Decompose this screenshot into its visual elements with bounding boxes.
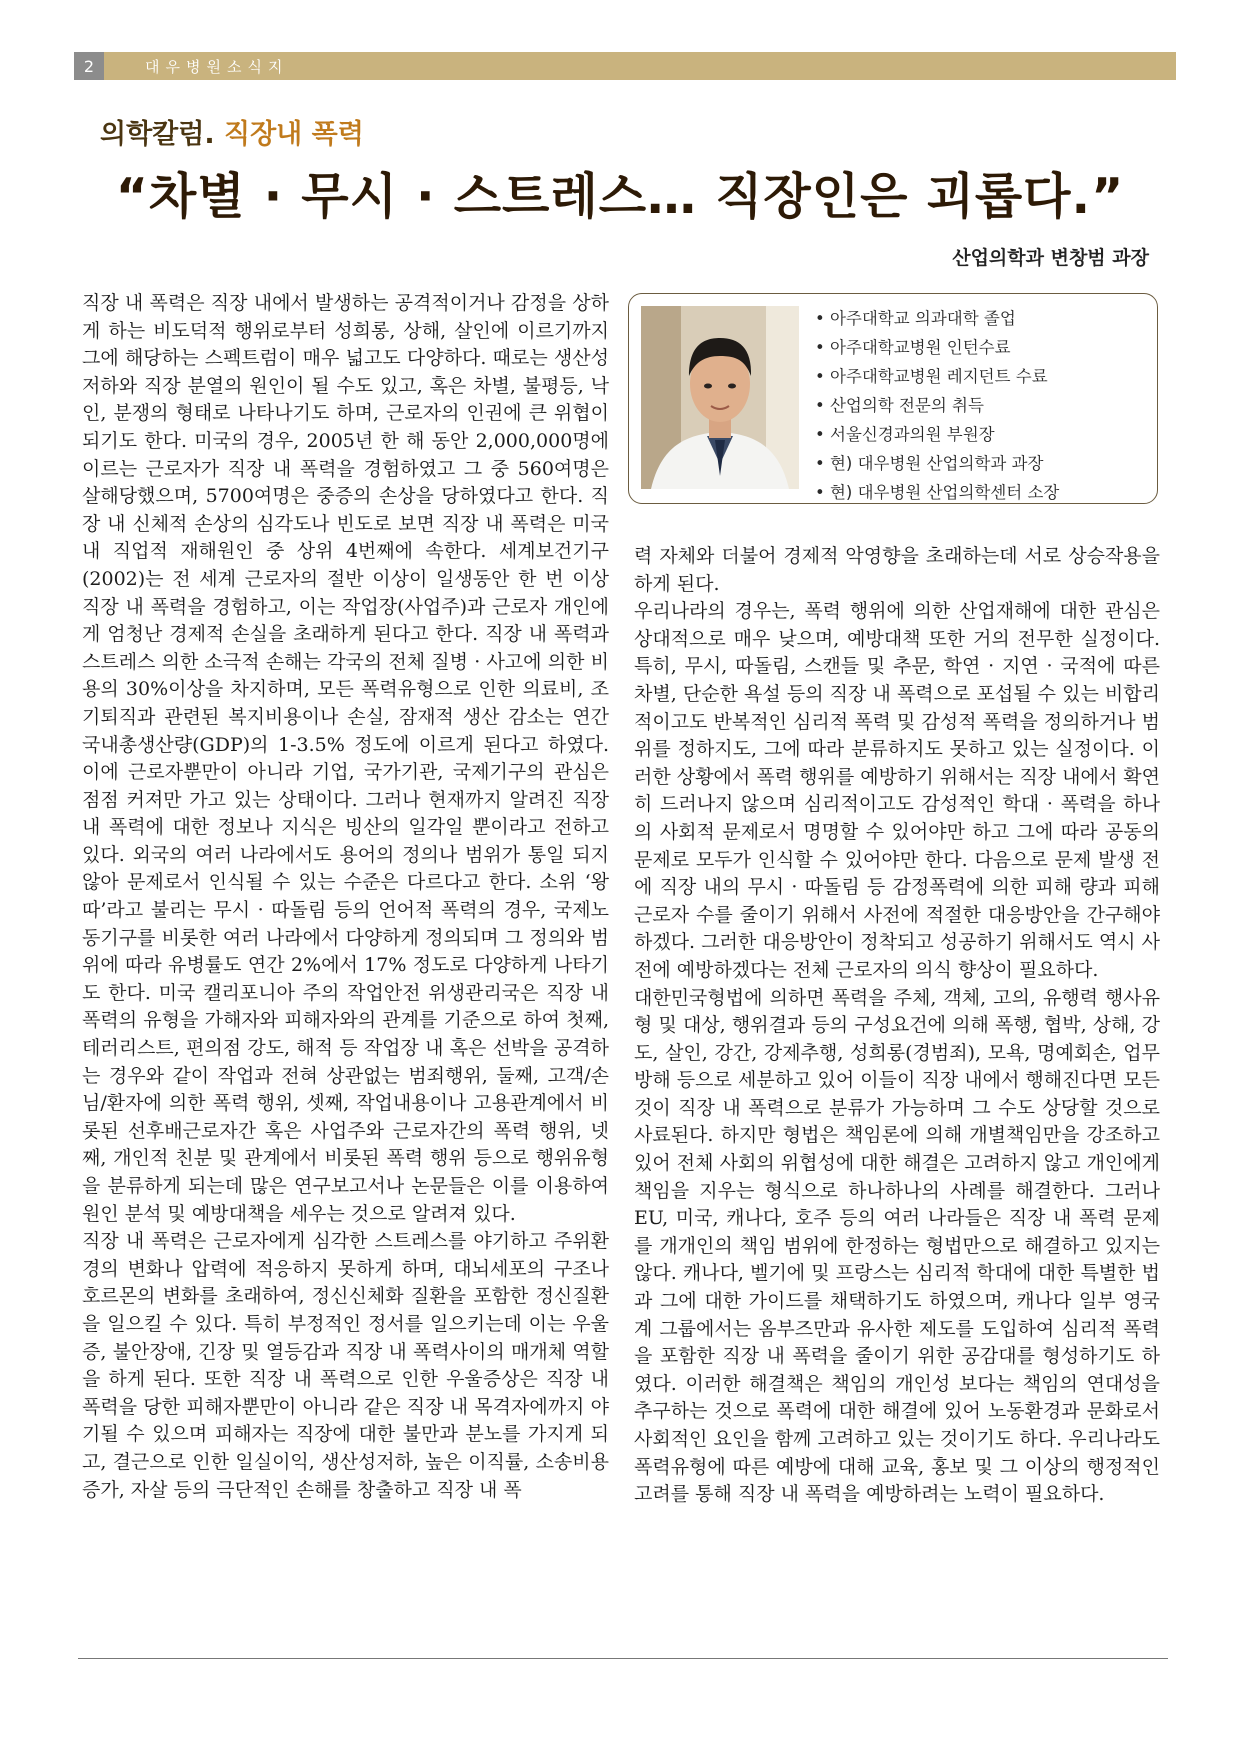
article-right-column xyxy=(634,543,1160,1509)
bottom-divider xyxy=(78,1658,1168,1659)
page-number: 2 xyxy=(74,52,104,80)
headline: “차별 · 무시 · 스트레스… 직장인은 괴롭다.” xyxy=(115,168,1125,225)
bio-item: • 현) 대우병원 산업의학과 과장 xyxy=(815,449,1059,478)
author-photo xyxy=(641,306,799,489)
newsletter-name: 대우병원소식지 xyxy=(145,57,289,76)
column-category: 의학칼럼. xyxy=(100,119,215,150)
column-topic: 직장내 폭력 xyxy=(224,119,364,150)
author-byline: 산업의학과 변창범 과장 xyxy=(952,247,1149,269)
bio-item: • 서울신경과의원 부원장 xyxy=(815,420,1059,449)
bio-item: • 아주대학교병원 레지던트 수료 xyxy=(815,362,1059,391)
article-left-column xyxy=(82,290,609,1504)
article-paragraph: 직장 내 폭력은 직장 내에서 발생하는 공격적이거나 감정을 상하게 하는 비도덕적 행위로부터 성희롱, 상해, 살인에 이르기까지 그에 해당하는 스펙트럼이 매우 넓고도 다양하다. 때로는 생산성저하와 직장 분열의 원인이 될 수도 있고, 혹은 차별, 불평등, 낙인, 분쟁의 형태로 나타나기도 하며, 근로자의 인권에 큰 위협이 되기도 한다. 미국의 경우, 2005년 한 해 동안 2,000,000명에 이르는 근로자가 직장 내 폭력을 경험하였고 그 중 560여명은 살해당했으며, 5700여명은 중증의 손상을 당하였다고 한다. 직장 내 신체적 손상의 심각도나 빈도로 보면 직장 내 폭력은 미국 내 직업적 재해원인 중 상위 4번째에 속한다. 세계보건기구(2002)는 전 세계 근로자의 절반 이상이 일생동안 한 번 이상 직장 내 폭력을 경험하고, 이는 작업장(사업주)과 근로자 개인에게 엄청난 경제적 손실을 초래하게 된다고 한다. 직장 내 폭력과 스트레스 의한 소극적 손해는 각국의 전체 질병 · 사고에 의한 비용의 30%이상을 차지하며, 모든 폭력유형으로 인한 의료비, 조기퇴직과 관련된 복지비용이나 손실, 잠재적 생산 감소는 연간 국내총생산량(GDP)의 1-3.5% 정도에 이르게 된다고 하였다. 이에 근로자뿐만이 아니라 기업, 국가기관, 국제기구의 관심은 점점 커져만 가고 있는 상태이다. 그러나 현재까지 알려진 직장 내 폭력에 대한 정보나 지식은 빙산의 일각일 뿐이라고 전하고 있다. 외국의 여러 나라에서도 용어의 정의나 범위가 통일 되지 않아 문제로서 인식될 수 있는 수준은 다르다고 한다. 소위 ‘왕따’라고 불리는 무시 · 따돌림 등의 언어적 폭력의 경우, 국제노동기구를 비롯한 여러 나라에서 다양하게 정의되며 그 정의와 범위에 따라 유병률도 연간 2%에서 17% 정도로 다양하게 나타기도 한다. 미국 캘리포니아 주의 작업안전 위생관리국은 직장 내 폭력의 유형을 가해자와 피해자와의 관계를 기준으로 하여 첫째, 테러리스트, 편의점 강도, 해적 등 작업장 내 혹은 선박을 공격하는 경우와 같이 작업과 전혀 상관없는 범죄행위, 둘째, 고객/손님/환자에 의한 폭력 행위, 셋째, 작업내용이나 고용관계에서 비롯된 선후배근로자간 혹은 사업주와 근로자간의 폭력 행위, 넷째, 개인적 친분 및 관계에서 비롯된 폭력 행위 등으로 행위유형을 분류하게 되는데 많은 연구보고서나 논문들은 이를 이용하여 원인 분석 및 예방대책을 세우는 것으로 알려져 있다. xyxy=(82,292,609,1225)
bio-item: • 산업의학 전문의 취득 xyxy=(815,391,1059,420)
author-bio-box xyxy=(628,293,1158,504)
article-paragraph: 대한민국형법에 의하면 폭력을 주체, 객체, 고의, 유행력 행사유형 및 대상, 행위결과 등의 구성요건에 의해 폭행, 협박, 상해, 강도, 살인, 강간, 강제추행, 성희롱(경범죄), 모욕, 명예회손, 업무방해 등으로 세분하고 있어 이들이 직장 내에서 행해진다면 모든 것이 직장 내 폭력으로 분류가 가능하며 그 수도 상당할 것으로 사료된다. 하지만 형법은 책임론에 의해 개별책임만을 강조하고 있어 전체 사회의 위협성에 대한 해결은 고려하지 않고 개인에게 책임을 지우는 형식으로 하나하나의 사례를 해결한다. 그러나 EU, 미국, 캐나다, 호주 등의 여러 나라들은 직장 내 폭력 문제를 개개인의 책임 범위에 한정하는 형법만으로 해결하고 있지는 않다. 캐나다, 벨기에 및 프랑스는 심리적 학대에 대한 특별한 법과 그에 대한 가이드를 채택하기도 하였으며, 캐나다 일부 영국계 그룹에서는 옴부즈만과 유사한 제도를 도입하여 심리적 폭력을 포함한 직장 내 폭력을 줄이기 위한 공감대를 형성하기도 하였다. 이러한 해결책은 책임의 개인성 보다는 책임의 연대성을 추구하는 것으로 폭력에 대한 해결에 있어 노동환경과 문화로서 사회적인 요인을 함께 고려하고 있는 것이기도 하다. 우리나라도 폭력유형에 따른 예방에 대해 교육, 홍보 및 그 이상의 행정적인 고려를 통해 직장 내 폭력을 예방하려는 노력이 필요하다. xyxy=(634,986,1160,1506)
bio-list xyxy=(815,304,1059,507)
article-paragraph: 직장 내 폭력은 근로자에게 심각한 스트레스를 야기하고 주위환경의 변화나 압력에 적응하지 못하게 하며, 대뇌세포의 구조나 호르몬의 변화를 초래하여, 정신신체화 질환을 포함한 정신질환을 일으킬 수 있다. 특히 부정적인 정서를 일으키는데 이는 우울증, 불안장애, 긴장 및 열등감과 직장 내 폭력사이의 매개체 역할을 하게 된다. 또한 직장 내 폭력으로 인한 우울증상은 직장 내 폭력을 당한 피해자뿐만이 아니라 같은 직장 내 목격자에까지 야기될 수 있으며 피해자는 직장에 대한 불만과 분노를 가지게 되고, 결근으로 인한 일실이익, 생산성저하, 높은 이직률, 소송비용증가, 자살 등의 극단적인 손해를 창출하고 직장 내 폭 xyxy=(82,1230,609,1501)
bio-item: • 아주대학교병원 인턴수료 xyxy=(815,333,1059,362)
article-paragraph: 력 자체와 더불어 경제적 악영향을 초래하는데 서로 상승작용을 하게 된다. xyxy=(634,545,1160,595)
bio-item: • 현) 대우병원 산업의학센터 소장 xyxy=(815,478,1059,507)
author-portrait-illustration xyxy=(641,306,799,489)
bio-item: • 아주대학교 의과대학 졸업 xyxy=(815,304,1059,333)
column-label xyxy=(100,112,364,151)
article-paragraph: 우리나라의 경우는, 폭력 행위에 의한 산업재해에 대한 관심은 상대적으로 매우 낮으며, 예방대책 또한 거의 전무한 실정이다. 특히, 무시, 따돌림, 스캔들 및 추문, 학연 · 지연 · 국적에 따른 차별, 단순한 욕설 등의 직장 내 폭력으로 포섭될 수 있는 비합리적이고도 반복적인 심리적 폭력 및 감성적 폭력을 정의하거나 범위를 정하지도, 그에 따라 분류하지도 못하고 있는 실정이다. 이러한 상황에서 폭력 행위를 예방하기 위해서는 직장 내에서 확연히 드러나지 않으며 심리적이고도 감성적인 학대 · 폭력을 하나의 사회적 문제로서 명명할 수 있어야만 하고 그에 따라 공동의 문제로 모두가 인식할 수 있어야만 한다. 다음으로 문제 발생 전에 직장 내의 무시 · 따돌림 등 감정폭력에 의한 피해 량과 피해 근로자 수를 줄이기 위해서 사전에 적절한 대응방안을 간구해야 하겠다. 그러한 대응방안이 정착되고 성공하기 위해서도 역시 사전에 예방하겠다는 전체 근로자의 의식 향상이 필요하다. xyxy=(634,600,1160,981)
